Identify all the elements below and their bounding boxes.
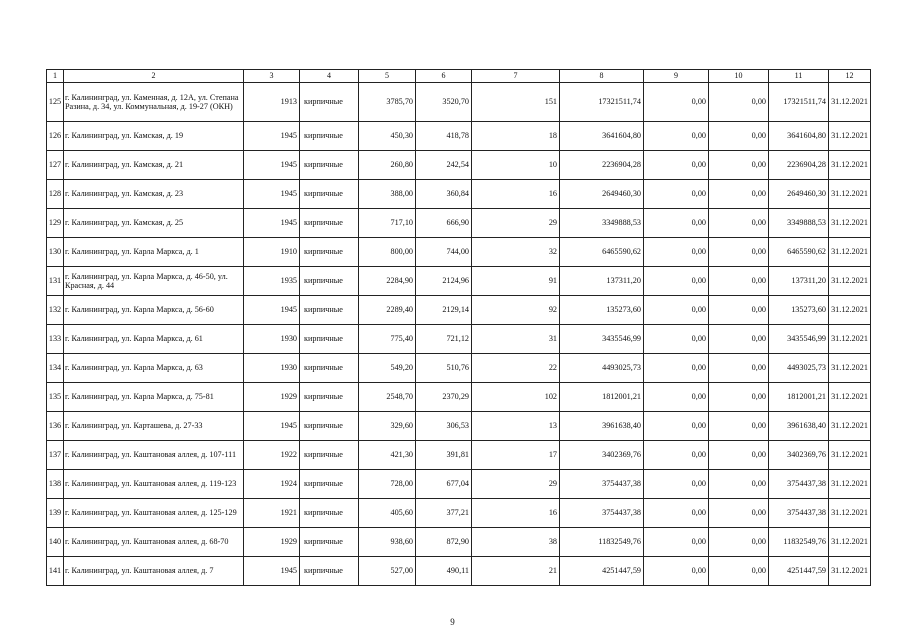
value-cell: 0,00	[644, 267, 709, 296]
date-cell: 31.12.2021	[829, 151, 871, 180]
material-cell: кирпичные	[300, 354, 359, 383]
cost-cell: 3754437,38	[560, 470, 644, 499]
total-area-cell: 775,40	[359, 325, 416, 354]
table-row	[47, 180, 871, 209]
table-row	[47, 470, 871, 499]
year-cell: 1913	[244, 83, 300, 122]
year-cell: 1945	[244, 180, 300, 209]
address-cell: г. Калининград, ул. Каменная, д. 12А, ул. Степана Разина, д. 34, ул. Коммунальная, д. 19-27 (ОКН)	[64, 83, 244, 122]
residents-cell: 17	[472, 441, 560, 470]
col-header: 9	[644, 70, 709, 83]
table-body	[47, 70, 871, 586]
total-cell: 3435546,99	[769, 325, 829, 354]
cost-cell: 4493025,73	[560, 354, 644, 383]
table-row	[47, 412, 871, 441]
address-cell: г. Калининград, ул. Каштановая аллея, д. 119-123	[64, 470, 244, 499]
value-cell: 0,00	[644, 325, 709, 354]
value-cell: 0,00	[644, 354, 709, 383]
cost-cell: 17321511,74	[560, 83, 644, 122]
total-cell: 17321511,74	[769, 83, 829, 122]
value-cell: 0,00	[709, 441, 769, 470]
year-cell: 1945	[244, 151, 300, 180]
cost-cell: 3349888,53	[560, 209, 644, 238]
residents-cell: 13	[472, 412, 560, 441]
living-area-cell: 306,53	[416, 412, 472, 441]
year-cell: 1929	[244, 383, 300, 412]
table-row	[47, 354, 871, 383]
value-cell: 0,00	[644, 412, 709, 441]
date-cell: 31.12.2021	[829, 470, 871, 499]
total-cell: 4493025,73	[769, 354, 829, 383]
living-area-cell: 2129,14	[416, 296, 472, 325]
value-cell: 0,00	[644, 151, 709, 180]
address-cell: г. Калининград, ул. Карла Маркса, д. 61	[64, 325, 244, 354]
table-row	[47, 296, 871, 325]
col-header: 4	[300, 70, 359, 83]
housing-table	[46, 69, 871, 586]
value-cell: 0,00	[709, 325, 769, 354]
living-area-cell: 377,21	[416, 499, 472, 528]
total-area-cell: 2548,70	[359, 383, 416, 412]
total-cell: 3961638,40	[769, 412, 829, 441]
date-cell: 31.12.2021	[829, 238, 871, 267]
date-cell: 31.12.2021	[829, 499, 871, 528]
address-cell: г. Калининград, ул. Карла Маркса, д. 1	[64, 238, 244, 267]
row-number: 134	[47, 354, 64, 383]
table-row	[47, 209, 871, 238]
table-row	[47, 383, 871, 412]
material-cell: кирпичные	[300, 180, 359, 209]
total-area-cell: 717,10	[359, 209, 416, 238]
total-cell: 3402369,76	[769, 441, 829, 470]
year-cell: 1922	[244, 441, 300, 470]
date-cell: 31.12.2021	[829, 122, 871, 151]
value-cell: 0,00	[709, 267, 769, 296]
value-cell: 0,00	[709, 122, 769, 151]
row-number: 129	[47, 209, 64, 238]
col-header: 5	[359, 70, 416, 83]
cost-cell: 3435546,99	[560, 325, 644, 354]
cost-cell: 3754437,38	[560, 499, 644, 528]
row-number: 130	[47, 238, 64, 267]
value-cell: 0,00	[709, 499, 769, 528]
date-cell: 31.12.2021	[829, 325, 871, 354]
living-area-cell: 418,78	[416, 122, 472, 151]
row-number: 132	[47, 296, 64, 325]
total-area-cell: 450,30	[359, 122, 416, 151]
table-row	[47, 151, 871, 180]
value-cell: 0,00	[709, 470, 769, 499]
address-cell: г. Калининград, ул. Каштановая аллея, д. 125-129	[64, 499, 244, 528]
row-number: 128	[47, 180, 64, 209]
address-cell: г. Калининград, ул. Каштановая аллея, д. 7	[64, 557, 244, 586]
row-number: 138	[47, 470, 64, 499]
total-cell: 3754437,38	[769, 499, 829, 528]
material-cell: кирпичные	[300, 557, 359, 586]
date-cell: 31.12.2021	[829, 557, 871, 586]
total-cell: 11832549,76	[769, 528, 829, 557]
year-cell: 1945	[244, 209, 300, 238]
row-number: 125	[47, 83, 64, 122]
date-cell: 31.12.2021	[829, 354, 871, 383]
cost-cell: 2236904,28	[560, 151, 644, 180]
value-cell: 0,00	[644, 209, 709, 238]
living-area-cell: 744,00	[416, 238, 472, 267]
address-cell: г. Калининград, ул. Каштановая аллея, д. 107-111	[64, 441, 244, 470]
address-cell: г. Калининград, ул. Камская, д. 21	[64, 151, 244, 180]
row-number: 126	[47, 122, 64, 151]
total-area-cell: 549,20	[359, 354, 416, 383]
table-row	[47, 441, 871, 470]
total-cell: 135273,60	[769, 296, 829, 325]
residents-cell: 29	[472, 209, 560, 238]
cost-cell: 11832549,76	[560, 528, 644, 557]
material-cell: кирпичные	[300, 122, 359, 151]
date-cell: 31.12.2021	[829, 209, 871, 238]
living-area-cell: 721,12	[416, 325, 472, 354]
year-cell: 1945	[244, 122, 300, 151]
material-cell: кирпичные	[300, 528, 359, 557]
residents-cell: 16	[472, 180, 560, 209]
total-cell: 6465590,62	[769, 238, 829, 267]
value-cell: 0,00	[709, 528, 769, 557]
material-cell: кирпичные	[300, 470, 359, 499]
residents-cell: 29	[472, 470, 560, 499]
row-number: 140	[47, 528, 64, 557]
total-area-cell: 3785,70	[359, 83, 416, 122]
table-row	[47, 499, 871, 528]
total-area-cell: 938,60	[359, 528, 416, 557]
year-cell: 1935	[244, 267, 300, 296]
value-cell: 0,00	[709, 296, 769, 325]
cost-cell: 4251447,59	[560, 557, 644, 586]
col-header: 11	[769, 70, 829, 83]
col-header: 8	[560, 70, 644, 83]
col-header: 10	[709, 70, 769, 83]
row-number: 133	[47, 325, 64, 354]
year-cell: 1910	[244, 238, 300, 267]
year-cell: 1945	[244, 557, 300, 586]
living-area-cell: 872,90	[416, 528, 472, 557]
address-cell: г. Калининград, ул. Камская, д. 19	[64, 122, 244, 151]
col-header: 1	[47, 70, 64, 83]
value-cell: 0,00	[644, 83, 709, 122]
year-cell: 1930	[244, 325, 300, 354]
address-cell: г. Калининград, ул. Карла Маркса, д. 63	[64, 354, 244, 383]
year-cell: 1945	[244, 296, 300, 325]
residents-cell: 32	[472, 238, 560, 267]
row-number: 131	[47, 267, 64, 296]
total-area-cell: 728,00	[359, 470, 416, 499]
residents-cell: 10	[472, 151, 560, 180]
value-cell: 0,00	[644, 557, 709, 586]
total-cell: 3641604,80	[769, 122, 829, 151]
total-cell: 3754437,38	[769, 470, 829, 499]
material-cell: кирпичные	[300, 238, 359, 267]
year-cell: 1921	[244, 499, 300, 528]
col-header: 12	[829, 70, 871, 83]
date-cell: 31.12.2021	[829, 441, 871, 470]
address-cell: г. Калининград, ул. Карташева, д. 27-33	[64, 412, 244, 441]
material-cell: кирпичные	[300, 83, 359, 122]
total-area-cell: 2289,40	[359, 296, 416, 325]
material-cell: кирпичные	[300, 325, 359, 354]
total-area-cell: 260,80	[359, 151, 416, 180]
total-area-cell: 405,60	[359, 499, 416, 528]
total-area-cell: 2284,90	[359, 267, 416, 296]
date-cell: 31.12.2021	[829, 383, 871, 412]
total-cell: 1812001,21	[769, 383, 829, 412]
page-number: 9	[450, 617, 455, 627]
row-number: 127	[47, 151, 64, 180]
value-cell: 0,00	[644, 470, 709, 499]
value-cell: 0,00	[709, 180, 769, 209]
living-area-cell: 360,84	[416, 180, 472, 209]
year-cell: 1945	[244, 412, 300, 441]
total-area-cell: 421,30	[359, 441, 416, 470]
table-row	[47, 325, 871, 354]
year-cell: 1924	[244, 470, 300, 499]
row-number: 136	[47, 412, 64, 441]
value-cell: 0,00	[709, 412, 769, 441]
table-row	[47, 557, 871, 586]
material-cell: кирпичные	[300, 209, 359, 238]
living-area-cell: 510,76	[416, 354, 472, 383]
total-area-cell: 800,00	[359, 238, 416, 267]
cost-cell: 135273,60	[560, 296, 644, 325]
total-area-cell: 527,00	[359, 557, 416, 586]
header-row	[47, 70, 871, 83]
table-row	[47, 528, 871, 557]
cost-cell: 1812001,21	[560, 383, 644, 412]
date-cell: 31.12.2021	[829, 267, 871, 296]
material-cell: кирпичные	[300, 383, 359, 412]
row-number: 139	[47, 499, 64, 528]
total-cell: 2236904,28	[769, 151, 829, 180]
total-cell: 3349888,53	[769, 209, 829, 238]
col-header: 7	[472, 70, 560, 83]
value-cell: 0,00	[644, 499, 709, 528]
address-cell: г. Калининград, ул. Каштановая аллея, д. 68-70	[64, 528, 244, 557]
residents-cell: 22	[472, 354, 560, 383]
cost-cell: 2649460,30	[560, 180, 644, 209]
row-number: 137	[47, 441, 64, 470]
cost-cell: 3402369,76	[560, 441, 644, 470]
material-cell: кирпичные	[300, 151, 359, 180]
material-cell: кирпичные	[300, 412, 359, 441]
cost-cell: 6465590,62	[560, 238, 644, 267]
total-cell: 4251447,59	[769, 557, 829, 586]
residents-cell: 92	[472, 296, 560, 325]
living-area-cell: 666,90	[416, 209, 472, 238]
living-area-cell: 677,04	[416, 470, 472, 499]
living-area-cell: 2124,96	[416, 267, 472, 296]
col-header: 6	[416, 70, 472, 83]
value-cell: 0,00	[644, 122, 709, 151]
table-row	[47, 83, 871, 122]
date-cell: 31.12.2021	[829, 296, 871, 325]
cost-cell: 137311,20	[560, 267, 644, 296]
residents-cell: 18	[472, 122, 560, 151]
living-area-cell: 2370,29	[416, 383, 472, 412]
residents-cell: 102	[472, 383, 560, 412]
total-area-cell: 388,00	[359, 180, 416, 209]
address-cell: г. Калининград, ул. Камская, д. 25	[64, 209, 244, 238]
residents-cell: 21	[472, 557, 560, 586]
living-area-cell: 490,11	[416, 557, 472, 586]
material-cell: кирпичные	[300, 296, 359, 325]
living-area-cell: 242,54	[416, 151, 472, 180]
living-area-cell: 391,81	[416, 441, 472, 470]
total-area-cell: 329,60	[359, 412, 416, 441]
table-row	[47, 238, 871, 267]
value-cell: 0,00	[644, 441, 709, 470]
table-row	[47, 122, 871, 151]
date-cell: 31.12.2021	[829, 83, 871, 122]
value-cell: 0,00	[709, 209, 769, 238]
total-cell: 2649460,30	[769, 180, 829, 209]
material-cell: кирпичные	[300, 441, 359, 470]
value-cell: 0,00	[709, 83, 769, 122]
row-number: 141	[47, 557, 64, 586]
address-cell: г. Калининград, ул. Камская, д. 23	[64, 180, 244, 209]
value-cell: 0,00	[709, 557, 769, 586]
material-cell: кирпичные	[300, 499, 359, 528]
value-cell: 0,00	[644, 528, 709, 557]
residents-cell: 31	[472, 325, 560, 354]
residents-cell: 16	[472, 499, 560, 528]
date-cell: 31.12.2021	[829, 412, 871, 441]
year-cell: 1929	[244, 528, 300, 557]
col-header: 2	[64, 70, 244, 83]
address-cell: г. Калининград, ул. Карла Маркса, д. 56-60	[64, 296, 244, 325]
address-cell: г. Калининград, ул. Карла Маркса, д. 46-50, ул. Красная, д. 44	[64, 267, 244, 296]
value-cell: 0,00	[709, 151, 769, 180]
total-cell: 137311,20	[769, 267, 829, 296]
value-cell: 0,00	[644, 238, 709, 267]
table-row	[47, 267, 871, 296]
material-cell: кирпичные	[300, 267, 359, 296]
year-cell: 1930	[244, 354, 300, 383]
date-cell: 31.12.2021	[829, 180, 871, 209]
row-number: 135	[47, 383, 64, 412]
value-cell: 0,00	[644, 383, 709, 412]
residents-cell: 151	[472, 83, 560, 122]
residents-cell: 91	[472, 267, 560, 296]
cost-cell: 3961638,40	[560, 412, 644, 441]
col-header: 3	[244, 70, 300, 83]
cost-cell: 3641604,80	[560, 122, 644, 151]
value-cell: 0,00	[644, 180, 709, 209]
value-cell: 0,00	[644, 296, 709, 325]
value-cell: 0,00	[709, 383, 769, 412]
value-cell: 0,00	[709, 238, 769, 267]
residents-cell: 38	[472, 528, 560, 557]
value-cell: 0,00	[709, 354, 769, 383]
date-cell: 31.12.2021	[829, 528, 871, 557]
address-cell: г. Калининград, ул. Карла Маркса, д. 75-81	[64, 383, 244, 412]
living-area-cell: 3520,70	[416, 83, 472, 122]
